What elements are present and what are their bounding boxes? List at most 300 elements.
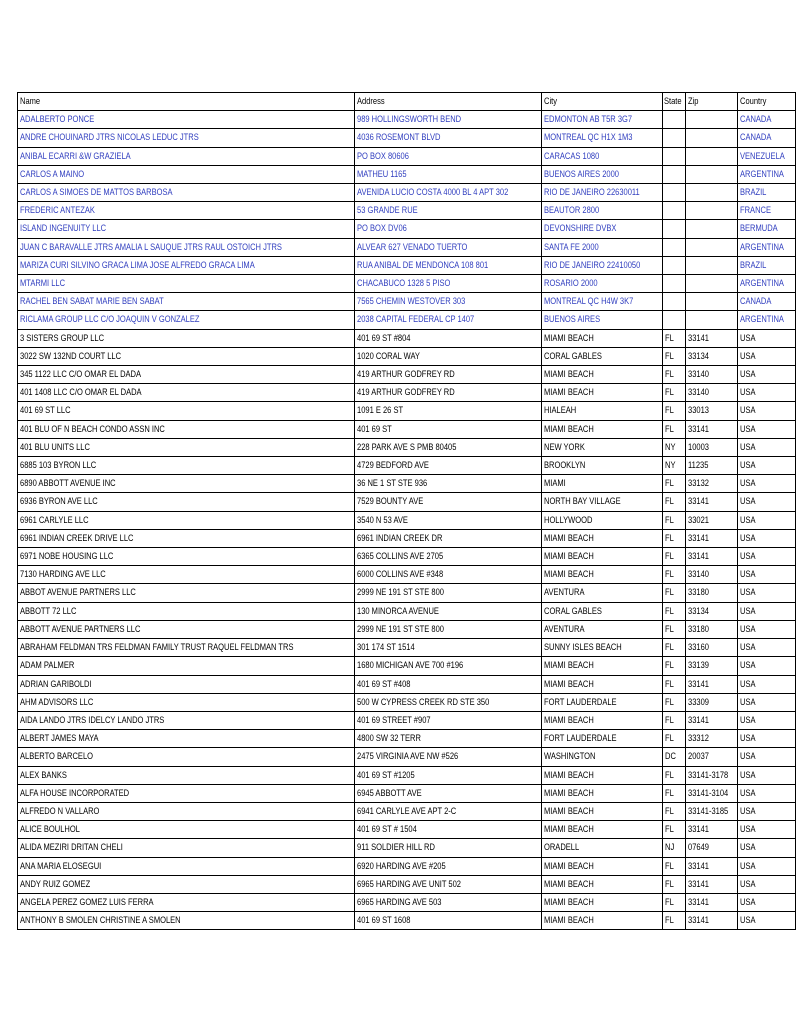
cell-address: 6365 COLLINS AVE 2705 [354,548,542,566]
cell-name: ANDY RUIZ GOMEZ [18,875,355,893]
cell-state [662,238,685,256]
cell-state: FL [662,657,685,675]
cell-country: VENEZUELA [738,147,796,165]
cell-name: ANIBAL ECARRI &W GRAZIELA [18,147,355,165]
cell-zip: 33141-3178 [685,766,737,784]
cell-country: ARGENTINA [738,238,796,256]
cell-state: FL [662,802,685,820]
cell-name: MARIZA CURI SILVINO GRACA LIMA JOSE ALFREDO GRACA LIMA [18,256,355,274]
cell-name: AIDA LANDO JTRS IDELCY LANDO JTRS [18,711,355,729]
cell-zip: 33132 [685,475,737,493]
cell-address: PO BOX 80606 [354,147,542,165]
table-row [18,275,796,293]
cell-name: ADALBERTO PONCE [18,111,355,129]
cell-country: USA [738,693,796,711]
cell-address: 6965 HARDING AVE UNIT 502 [354,875,542,893]
table-row [18,893,796,911]
table-row [18,857,796,875]
table-row [18,620,796,638]
cell-country: USA [738,584,796,602]
cell-name: ABBOTT AVENUE PARTNERS LLC [18,620,355,638]
table-row [18,457,796,475]
cell-city: NORTH BAY VILLAGE [542,493,662,511]
cell-zip: 33141-3104 [685,784,737,802]
cell-city: MONTREAL QC H4W 3K7 [542,293,662,311]
table-row [18,165,796,183]
cell-state: FL [662,602,685,620]
cell-state: FL [662,821,685,839]
cell-country: USA [738,857,796,875]
cell-state [662,129,685,147]
cell-city: MIAMI BEACH [542,912,662,930]
cell-address: 228 PARK AVE S PMB 80405 [354,438,542,456]
cell-address: 401 69 ST 1608 [354,912,542,930]
cell-address: 6941 CARLYLE AVE APT 2-C [354,802,542,820]
header-state: State [662,93,685,111]
cell-state: FL [662,875,685,893]
cell-state: FL [662,566,685,584]
cell-name: 6890 ABBOTT AVENUE INC [18,475,355,493]
cell-state [662,165,685,183]
cell-zip [685,293,737,311]
cell-state: FL [662,329,685,347]
cell-state: FL [662,529,685,547]
cell-name: 401 1408 LLC C/O OMAR EL DADA [18,384,355,402]
cell-state: FL [662,420,685,438]
cell-city: BEAUTOR 2800 [542,202,662,220]
cell-city: MIAMI BEACH [542,384,662,402]
cell-name: ABBOTT 72 LLC [18,602,355,620]
cell-country: USA [738,675,796,693]
cell-zip: 33141 [685,329,737,347]
cell-state: FL [662,675,685,693]
cell-address: 36 NE 1 ST STE 936 [354,475,542,493]
cell-city: MIAMI BEACH [542,857,662,875]
cell-zip: 33139 [685,657,737,675]
cell-name: CARLOS A SIMOES DE MATTOS BARBOSA [18,184,355,202]
cell-city: MIAMI BEACH [542,875,662,893]
table-row [18,238,796,256]
cell-zip: 33140 [685,366,737,384]
cell-name: AHM ADVISORS LLC [18,693,355,711]
cell-zip: 33013 [685,402,737,420]
cell-address: 419 ARTHUR GODFREY RD [354,366,542,384]
cell-city: CORAL GABLES [542,347,662,365]
cell-zip [685,202,737,220]
cell-address: 7565 CHEMIN WESTOVER 303 [354,293,542,311]
cell-city: CARACAS 1080 [542,147,662,165]
cell-country: USA [738,766,796,784]
cell-city: CORAL GABLES [542,602,662,620]
cell-address: 911 SOLDIER HILL RD [354,839,542,857]
cell-city: MIAMI BEACH [542,784,662,802]
cell-country: USA [738,839,796,857]
cell-state [662,293,685,311]
cell-zip: 33141 [685,529,737,547]
cell-zip: 33140 [685,566,737,584]
cell-name: ANGELA PEREZ GOMEZ LUIS FERRA [18,893,355,911]
cell-state: NY [662,457,685,475]
cell-zip [685,275,737,293]
cell-address: 1091 E 26 ST [354,402,542,420]
table-row [18,766,796,784]
cell-name: ABRAHAM FELDMAN TRS FELDMAN FAMILY TRUST RAQUEL FELDMAN TRS [18,639,355,657]
cell-state: FL [662,366,685,384]
cell-country: BRAZIL [738,256,796,274]
cell-state: FL [662,475,685,493]
cell-state: FL [662,711,685,729]
cell-address: 130 MINORCA AVENUE [354,602,542,620]
cell-zip: 20037 [685,748,737,766]
cell-name: ISLAND INGENUITY LLC [18,220,355,238]
cell-address: 2999 NE 191 ST STE 800 [354,584,542,602]
table-row [18,420,796,438]
cell-city: HOLLYWOOD [542,511,662,529]
cell-state: FL [662,620,685,638]
cell-address: 4036 ROSEMONT BLVD [354,129,542,147]
cell-city: NEW YORK [542,438,662,456]
cell-state: FL [662,584,685,602]
cell-address: 401 69 ST # 1504 [354,821,542,839]
cell-country: CANADA [738,111,796,129]
cell-zip: 33141 [685,711,737,729]
cell-city: MONTREAL QC H1X 1M3 [542,129,662,147]
cell-name: ADRIAN GARIBOLDI [18,675,355,693]
table-row [18,730,796,748]
cell-city: MIAMI BEACH [542,366,662,384]
table-row [18,438,796,456]
cell-name: ANDRE CHOUINARD JTRS NICOLAS LEDUC JTRS [18,129,355,147]
cell-country: USA [738,639,796,657]
cell-zip [685,238,737,256]
cell-address: 6000 COLLINS AVE #348 [354,566,542,584]
cell-country: USA [738,384,796,402]
cell-address: 6945 ABBOTT AVE [354,784,542,802]
cell-country: USA [738,475,796,493]
cell-zip: 10003 [685,438,737,456]
cell-zip: 33021 [685,511,737,529]
cell-country: USA [738,457,796,475]
cell-state [662,147,685,165]
table-row [18,693,796,711]
cell-city: ROSARIO 2000 [542,275,662,293]
cell-city: SANTA FE 2000 [542,238,662,256]
cell-zip: 33180 [685,620,737,638]
cell-address: 989 HOLLINGSWORTH BEND [354,111,542,129]
table-row [18,748,796,766]
cell-address: ALVEAR 627 VENADO TUERTO [354,238,542,256]
cell-zip [685,129,737,147]
table-row [18,129,796,147]
cell-name: ANTHONY B SMOLEN CHRISTINE A SMOLEN [18,912,355,930]
cell-country: USA [738,784,796,802]
cell-address: 2999 NE 191 ST STE 800 [354,620,542,638]
cell-country: USA [738,548,796,566]
cell-country: USA [738,730,796,748]
cell-city: MIAMI BEACH [542,420,662,438]
header-address: Address [354,93,542,111]
table-row [18,202,796,220]
cell-name: ALBERT JAMES MAYA [18,730,355,748]
cell-address: 4800 SW 32 TERR [354,730,542,748]
cell-city: MIAMI BEACH [542,329,662,347]
cell-zip: 33134 [685,602,737,620]
cell-city: RIO DE JANEIRO 22630011 [542,184,662,202]
cell-country: USA [738,511,796,529]
table-row [18,511,796,529]
cell-city: MIAMI BEACH [542,711,662,729]
table-row [18,184,796,202]
cell-country: USA [738,657,796,675]
cell-country: ARGENTINA [738,311,796,329]
cell-city: WASHINGTON [542,748,662,766]
cell-country: USA [738,438,796,456]
cell-city: BUENOS AIRES [542,311,662,329]
cell-name: ALIDA MEZIRI DRITAN CHELI [18,839,355,857]
cell-state: FL [662,347,685,365]
header-row [18,93,796,111]
cell-name: MTARMI LLC [18,275,355,293]
table-row [18,311,796,329]
cell-name: 3022 SW 132ND COURT LLC [18,347,355,365]
cell-name: 401 69 ST LLC [18,402,355,420]
table-row [18,111,796,129]
cell-zip: 33141-3185 [685,802,737,820]
cell-name: 6936 BYRON AVE LLC [18,493,355,511]
cell-state: FL [662,511,685,529]
table-row [18,639,796,657]
cell-address: 4729 BEDFORD AVE [354,457,542,475]
cell-state: FL [662,784,685,802]
cell-state: FL [662,402,685,420]
cell-state: FL [662,639,685,657]
table-row [18,875,796,893]
cell-name: 6971 NOBE HOUSING LLC [18,548,355,566]
cell-zip: 33141 [685,821,737,839]
cell-state [662,311,685,329]
cell-address: AVENIDA LUCIO COSTA 4000 BL 4 APT 302 [354,184,542,202]
table-row [18,366,796,384]
cell-address: 401 69 ST #804 [354,329,542,347]
cell-state: FL [662,912,685,930]
cell-address: 401 69 ST #1205 [354,766,542,784]
cell-city: AVENTURA [542,584,662,602]
cell-country: BERMUDA [738,220,796,238]
cell-name: 7130 HARDING AVE LLC [18,566,355,584]
table-row [18,584,796,602]
cell-city: MIAMI BEACH [542,802,662,820]
cell-country: ARGENTINA [738,275,796,293]
cell-address: 401 69 ST [354,420,542,438]
cell-state [662,111,685,129]
cell-city: EDMONTON AB T5R 3G7 [542,111,662,129]
table-row [18,821,796,839]
cell-address: RUA ANIBAL DE MENDONCA 108 801 [354,256,542,274]
cell-address: 2475 VIRGINIA AVE NW #526 [354,748,542,766]
cell-country: FRANCE [738,202,796,220]
cell-address: 1020 CORAL WAY [354,347,542,365]
cell-country: USA [738,802,796,820]
cell-country: USA [738,402,796,420]
cell-state: FL [662,730,685,748]
table-row [18,912,796,930]
cell-name: FREDERIC ANTEZAK [18,202,355,220]
table-row [18,293,796,311]
cell-zip [685,111,737,129]
cell-address: CHACABUCO 1328 5 PISO [354,275,542,293]
header-city: City [542,93,662,111]
cell-city: ORADELL [542,839,662,857]
cell-country: USA [738,711,796,729]
cell-zip: 33134 [685,347,737,365]
cell-address: 53 GRANDE RUE [354,202,542,220]
cell-address: 7529 BOUNTY AVE [354,493,542,511]
cell-state: FL [662,766,685,784]
cell-city: MIAMI BEACH [542,529,662,547]
owner-address-table [17,92,796,930]
cell-city: DEVONSHIRE DVBX [542,220,662,238]
cell-country: CANADA [738,293,796,311]
cell-address: PO BOX DV06 [354,220,542,238]
cell-state: NY [662,438,685,456]
cell-city: RIO DE JANEIRO 22410050 [542,256,662,274]
cell-name: 3 SISTERS GROUP LLC [18,329,355,347]
cell-zip [685,256,737,274]
cell-address: 1680 MICHIGAN AVE 700 #196 [354,657,542,675]
cell-country: USA [738,821,796,839]
table-row [18,602,796,620]
table-row [18,784,796,802]
cell-zip: 33140 [685,384,737,402]
table-row [18,347,796,365]
cell-city: MIAMI BEACH [542,675,662,693]
cell-country: USA [738,875,796,893]
cell-name: RACHEL BEN SABAT MARIE BEN SABAT [18,293,355,311]
table-row [18,384,796,402]
cell-name: ALFREDO N VALLARO [18,802,355,820]
cell-country: USA [738,529,796,547]
cell-name: ALEX BANKS [18,766,355,784]
cell-address: MATHEU 1165 [354,165,542,183]
cell-zip: 33141 [685,675,737,693]
cell-state: FL [662,857,685,875]
cell-name: 345 1122 LLC C/O OMAR EL DADA [18,366,355,384]
cell-country: USA [738,493,796,511]
cell-country: USA [738,602,796,620]
cell-state: NJ [662,839,685,857]
table-row [18,256,796,274]
cell-state: FL [662,384,685,402]
cell-state [662,256,685,274]
table-row [18,475,796,493]
cell-state: FL [662,493,685,511]
cell-name: 6885 103 BYRON LLC [18,457,355,475]
cell-state [662,184,685,202]
cell-zip [685,165,737,183]
cell-zip: 07649 [685,839,737,857]
cell-address: 401 69 ST #408 [354,675,542,693]
cell-name: CARLOS A MAINO [18,165,355,183]
cell-city: HIALEAH [542,402,662,420]
cell-name: ALBERTO BARCELO [18,748,355,766]
cell-state [662,202,685,220]
table-row [18,529,796,547]
table-row [18,493,796,511]
cell-address: 3540 N 53 AVE [354,511,542,529]
cell-name: 6961 CARLYLE LLC [18,511,355,529]
cell-zip: 33141 [685,493,737,511]
header-name: Name [18,93,355,111]
cell-zip: 33141 [685,548,737,566]
cell-zip: 33160 [685,639,737,657]
cell-zip: 11235 [685,457,737,475]
table-row [18,675,796,693]
table-row [18,329,796,347]
cell-address: 2038 CAPITAL FEDERAL CP 1407 [354,311,542,329]
cell-country: USA [738,366,796,384]
cell-city: MIAMI BEACH [542,566,662,584]
cell-zip: 33141 [685,857,737,875]
cell-city: MIAMI BEACH [542,821,662,839]
cell-state [662,275,685,293]
cell-name: ALFA HOUSE INCORPORATED [18,784,355,802]
cell-zip: 33141 [685,420,737,438]
cell-country: USA [738,347,796,365]
cell-city: FORT LAUDERDALE [542,693,662,711]
cell-country: USA [738,893,796,911]
cell-city: MIAMI [542,475,662,493]
table-row [18,548,796,566]
cell-address: 401 69 STREET #907 [354,711,542,729]
cell-city: AVENTURA [542,620,662,638]
cell-zip: 33141 [685,912,737,930]
table-row [18,802,796,820]
cell-country: BRAZIL [738,184,796,202]
cell-zip: 33141 [685,893,737,911]
cell-address: 419 ARTHUR GODFREY RD [354,384,542,402]
cell-name: 6961 INDIAN CREEK DRIVE LLC [18,529,355,547]
cell-zip: 33180 [685,584,737,602]
table-row [18,839,796,857]
cell-country: USA [738,912,796,930]
cell-country: CANADA [738,129,796,147]
cell-address: 6961 INDIAN CREEK DR [354,529,542,547]
cell-country: USA [738,329,796,347]
cell-state: FL [662,893,685,911]
cell-address: 500 W CYPRESS CREEK RD STE 350 [354,693,542,711]
cell-state: FL [662,693,685,711]
table-row [18,657,796,675]
cell-state [662,220,685,238]
header-country: Country [738,93,796,111]
table-row [18,566,796,584]
cell-name: 401 BLU UNITS LLC [18,438,355,456]
cell-city: BUENOS AIRES 2000 [542,165,662,183]
cell-name: JUAN C BARAVALLE JTRS AMALIA L SAUQUE JTRS RAUL OSTOICH JTRS [18,238,355,256]
cell-name: ANA MARIA ELOSEGUI [18,857,355,875]
cell-zip [685,220,737,238]
cell-country: USA [738,620,796,638]
cell-zip [685,147,737,165]
cell-address: 301 174 ST 1514 [354,639,542,657]
cell-city: MIAMI BEACH [542,766,662,784]
cell-address: 6920 HARDING AVE #205 [354,857,542,875]
table-row [18,711,796,729]
cell-city: BROOKLYN [542,457,662,475]
cell-zip: 33309 [685,693,737,711]
cell-city: MIAMI BEACH [542,548,662,566]
cell-zip: 33141 [685,875,737,893]
